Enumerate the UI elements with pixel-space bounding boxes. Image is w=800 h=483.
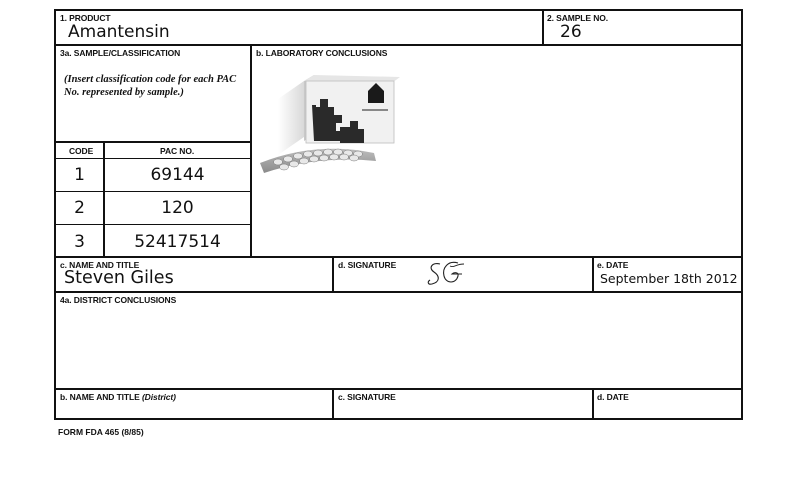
- divider: [332, 256, 334, 292]
- divider: [592, 388, 594, 420]
- table-row: [105, 159, 250, 191]
- product-value: Amantensin: [68, 22, 170, 42]
- district-conclusions-label: 4a. DISTRICT CONCLUSIONS: [60, 295, 177, 305]
- code-cell: 1: [74, 165, 85, 185]
- divider: [592, 256, 594, 292]
- sample-no-value: 26: [560, 22, 582, 42]
- code-header: CODE: [69, 146, 94, 156]
- code-cell: 3: [74, 231, 85, 252]
- pac-cell: 69144: [150, 165, 205, 185]
- district-date-label: d. DATE: [597, 392, 629, 402]
- divider: [542, 11, 544, 46]
- pac-header: PAC NO.: [160, 146, 195, 156]
- table-row: [56, 225, 103, 258]
- pac-cell: 120: [161, 198, 194, 218]
- divider: [56, 44, 741, 46]
- sample-classification-label: 3a. SAMPLE/CLASSIFICATION: [60, 48, 181, 58]
- name-title-value: Steven Giles: [64, 268, 174, 288]
- code-cell: 2: [74, 198, 85, 218]
- divider: [56, 256, 741, 258]
- date-label: e. DATE: [597, 260, 629, 270]
- name-title-label: c. NAME AND TITLE: [60, 260, 140, 270]
- sample-no-label: 2. SAMPLE NO.: [547, 13, 609, 23]
- table-row: [105, 225, 250, 258]
- divider: [56, 388, 741, 390]
- table-row: [56, 192, 103, 224]
- signature-image: [426, 258, 468, 290]
- divider: [332, 388, 334, 420]
- lab-conclusions-label: b. LABORATORY CONCLUSIONS: [256, 48, 388, 58]
- fda-form: [54, 9, 743, 420]
- district-name-title-label: b. NAME AND TITLE (District): [60, 392, 176, 402]
- table-row: [105, 192, 250, 224]
- classification-note: (Insert classification code for each PAC No. represented by sample.): [64, 74, 237, 98]
- divider: [56, 291, 741, 293]
- signature-label: d. SIGNATURE: [338, 260, 397, 270]
- district-signature-label: c. SIGNATURE: [338, 392, 396, 402]
- product-label: 1. PRODUCT: [60, 13, 111, 23]
- product-image: [256, 63, 406, 175]
- pac-cell: 52417514: [134, 231, 221, 252]
- table-row: [56, 159, 103, 191]
- divider: [250, 44, 252, 258]
- date-value: September 18th 2012: [600, 271, 738, 286]
- divider: [56, 141, 250, 143]
- form-footer: FORM FDA 465 (8/85): [58, 427, 144, 437]
